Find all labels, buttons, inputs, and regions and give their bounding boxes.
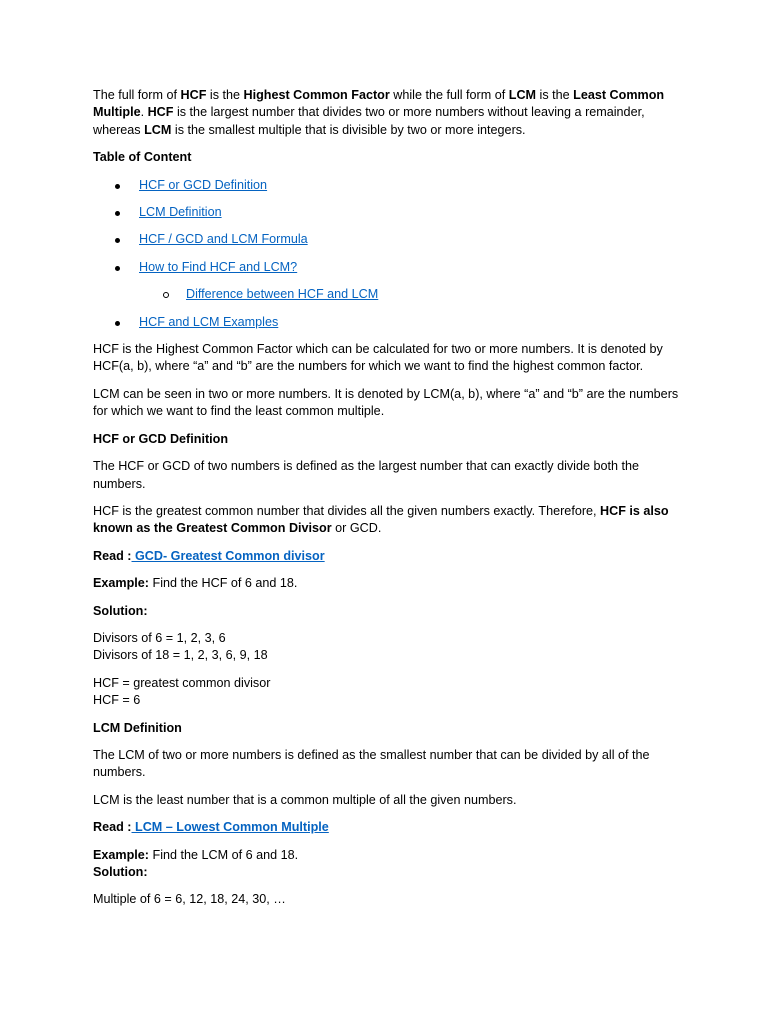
- intro-paragraph: [93, 87, 683, 139]
- intro-text: is the smallest multiple that is divisible by two or more integers.: [171, 122, 526, 137]
- toc-link-formula[interactable]: HCF / GCD and LCM Formula: [139, 232, 308, 247]
- toc-item: [93, 314, 683, 331]
- hcf-section-heading: [93, 431, 683, 448]
- lcm-section-heading: [93, 720, 683, 737]
- hollow-bullet-icon: [163, 292, 169, 298]
- lcm-link[interactable]: LCM – Lowest Common Multiple: [131, 820, 329, 835]
- lcm-paragraph: LCM can be seen in two or more numbers. It is denoted by LCM(a, b), where “a” and “b” are the numbers for which we want to find the least common multiple.: [93, 386, 679, 419]
- toc-link-examples[interactable]: HCF and LCM Examples: [139, 314, 279, 329]
- lcm-solution-label: [93, 864, 683, 881]
- hcf-example-line: [93, 575, 683, 592]
- toc-subitem: [93, 286, 683, 303]
- intro-bold: Least Common Multiple: [93, 88, 665, 120]
- bullet-icon: [115, 238, 120, 243]
- gcd-link[interactable]: GCD- Greatest Common divisor: [131, 548, 325, 563]
- read-label: Read :: [93, 548, 132, 563]
- read-lcm-line: [93, 819, 683, 836]
- solution-label-text: Solution:: [93, 603, 148, 618]
- hcf-gcd-text: or GCD.: [331, 521, 382, 536]
- document-body: [93, 87, 683, 909]
- hcf-section-heading-text: HCF or GCD Definition: [93, 431, 229, 446]
- intro-text: is the: [206, 88, 244, 102]
- bullet-icon: [115, 211, 120, 216]
- hcf-equation-1: HCF = greatest common divisor: [93, 675, 271, 690]
- example-text: Find the HCF of 6 and 18.: [149, 576, 298, 591]
- toc-link-how-to-find[interactable]: How to Find HCF and LCM?: [139, 259, 298, 274]
- hcf-gcd-paragraph: [93, 503, 683, 538]
- toc-link-hcf-gcd-definition[interactable]: HCF or GCD Definition: [139, 177, 268, 192]
- divisors-of-6: Divisors of 6 = 1, 2, 3, 6: [93, 630, 226, 645]
- hcf-gcd-bold: HCF is also known as the Greatest Common Divisor: [93, 503, 669, 536]
- example-label: Example:: [93, 576, 149, 591]
- intro-text: The full form of: [93, 88, 181, 102]
- intro-text: .: [140, 105, 148, 120]
- intro-text: while the full form of: [389, 88, 509, 102]
- toc-heading-text: Table of Content: [93, 150, 192, 165]
- hcf-solution-label: [93, 603, 683, 620]
- multiples-of-6: Multiple of 6 = 6, 12, 18, 24, 30, …: [93, 892, 286, 907]
- toc-item: [93, 204, 683, 221]
- table-of-contents: [93, 177, 683, 331]
- hcf-paragraph: HCF is the Highest Common Factor which can be calculated for two or more numbers. It is denoted by HCF(a, b), where “a” and “b” are the numbers for which we want to find the highest common factor.: [93, 342, 663, 374]
- bullet-icon: [115, 266, 120, 271]
- divisors-of-18: Divisors of 18 = 1, 2, 3, 6, 9, 18: [93, 648, 268, 663]
- hcf-definition-paragraph: The HCF or GCD of two numbers is defined as the largest number that can exactly divide both the numbers.: [93, 459, 639, 491]
- bullet-icon: [115, 184, 120, 189]
- intro-bold: LCM: [144, 122, 172, 137]
- intro-text: is the: [536, 88, 574, 102]
- lcm-section-heading-text: LCM Definition: [93, 720, 182, 735]
- lcm-definition-paragraph: The LCM of two or more numbers is defined as the smallest number that can be divided by all of the numbers.: [93, 747, 650, 780]
- toc-link-lcm-definition[interactable]: LCM Definition: [139, 205, 222, 220]
- example-label: Example:: [93, 847, 149, 862]
- hcf-equation-2: HCF = 6: [93, 693, 141, 708]
- toc-item: [93, 177, 683, 194]
- read-gcd-line: [93, 548, 683, 565]
- read-label: Read :: [93, 820, 132, 835]
- toc-item: [93, 259, 683, 276]
- lcm-least-paragraph: LCM is the least number that is a common multiple of all the given numbers.: [93, 792, 517, 807]
- intro-bold: Highest Common Factor: [243, 88, 390, 102]
- hcf-gcd-text: HCF is the greatest common number that divides all the given numbers exactly. Therefore,: [93, 503, 601, 518]
- toc-link-difference[interactable]: Difference between HCF and LCM: [186, 287, 379, 302]
- toc-heading: [93, 149, 683, 166]
- bullet-icon: [115, 321, 120, 326]
- intro-text: is the largest number that divides two or more numbers without leaving a remainder, whereas: [93, 105, 645, 137]
- toc-item: [93, 231, 683, 248]
- intro-bold: HCF: [147, 105, 174, 120]
- intro-bold: LCM: [508, 88, 537, 102]
- lcm-example-line: [93, 847, 683, 864]
- intro-bold: HCF: [180, 88, 207, 102]
- solution-label-text: Solution:: [93, 865, 148, 879]
- example-text: Find the LCM of 6 and 18.: [149, 847, 299, 862]
